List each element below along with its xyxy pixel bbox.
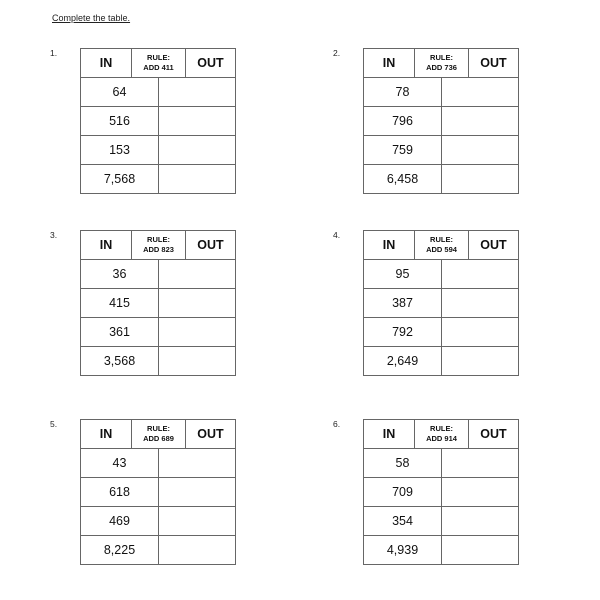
problem-6 [333,419,573,569]
rule-header [131,420,186,448]
rule-header [414,231,469,259]
problem-number: 6. [333,419,341,429]
out-header: OUT [197,427,224,441]
rule-label: RULE: [430,235,453,244]
in-value: 361 [81,318,159,346]
problem-number: 5. [50,419,58,429]
rule-header [131,231,186,259]
table-header-row [81,420,235,448]
table-header-row [81,231,235,259]
rule-value: ADD 594 [426,245,457,254]
in-value: 8,225 [81,536,159,564]
rule-value: ADD 411 [143,63,174,72]
problem-3 [50,230,290,380]
table-header-row [364,49,518,77]
in-value: 43 [81,449,159,477]
table-row [81,346,235,375]
table-row [81,506,235,535]
problem-number: 1. [50,48,58,58]
out-answer-cell[interactable] [442,478,518,506]
rule-value: ADD 823 [143,245,174,254]
table-row [364,317,518,346]
in-value: 153 [81,136,159,164]
in-header: IN [382,427,396,441]
table-row [364,135,518,164]
in-value: 95 [364,260,442,288]
table-row [81,77,235,106]
in-value: 7,568 [81,165,159,193]
in-value: 64 [81,78,159,106]
out-answer-cell[interactable] [442,347,518,375]
table-header-row [81,49,235,77]
out-answer-cell[interactable] [442,289,518,317]
worksheet-instructions: Complete the table. [52,13,131,23]
in-value: 387 [364,289,442,317]
table-row [81,535,235,564]
table-row [81,317,235,346]
out-header: OUT [480,56,507,70]
in-value: 618 [81,478,159,506]
table-row [364,288,518,317]
out-answer-cell[interactable] [159,449,235,477]
out-answer-cell[interactable] [159,165,235,193]
out-answer-cell[interactable] [442,449,518,477]
out-answer-cell[interactable] [442,318,518,346]
table-row [81,135,235,164]
problem-2 [333,48,573,198]
problem-number: 2. [333,48,341,58]
rule-label: RULE: [147,424,170,433]
table-header-row [364,231,518,259]
problem-4 [333,230,573,380]
in-header: IN [99,427,113,441]
rule-header [131,49,186,77]
in-value: 796 [364,107,442,135]
function-table [80,230,236,376]
problem-1 [50,48,290,198]
rule-value: ADD 736 [426,63,457,72]
problem-number: 3. [50,230,58,240]
rule-label: RULE: [147,53,170,62]
rule-value: ADD 914 [426,434,457,443]
table-header-row [364,420,518,448]
table-row [81,259,235,288]
out-header: OUT [197,238,224,252]
out-answer-cell[interactable] [159,536,235,564]
out-answer-cell[interactable] [159,347,235,375]
out-answer-cell[interactable] [159,507,235,535]
rule-label: RULE: [430,53,453,62]
out-answer-cell[interactable] [442,136,518,164]
in-header: IN [382,56,396,70]
table-row [364,448,518,477]
in-header: IN [99,56,113,70]
function-table [363,48,519,194]
rule-label: RULE: [147,235,170,244]
in-value: 759 [364,136,442,164]
out-answer-cell[interactable] [159,289,235,317]
out-answer-cell[interactable] [159,136,235,164]
out-answer-cell[interactable] [442,260,518,288]
out-answer-cell[interactable] [442,78,518,106]
out-header: OUT [480,238,507,252]
function-table [363,419,519,565]
out-header: OUT [480,427,507,441]
out-answer-cell[interactable] [159,107,235,135]
in-value: 469 [81,507,159,535]
out-answer-cell[interactable] [159,78,235,106]
rule-header [414,49,469,77]
table-row [81,106,235,135]
in-value: 4,939 [364,536,442,564]
table-row [364,535,518,564]
out-answer-cell[interactable] [442,507,518,535]
rule-value: ADD 689 [143,434,174,443]
table-row [81,448,235,477]
in-value: 516 [81,107,159,135]
table-row [364,164,518,193]
table-row [364,346,518,375]
out-header: OUT [197,56,224,70]
table-row [364,477,518,506]
out-answer-cell[interactable] [442,536,518,564]
table-row [81,164,235,193]
table-row [364,506,518,535]
function-table [363,230,519,376]
in-value: 78 [364,78,442,106]
in-value: 354 [364,507,442,535]
function-table [80,419,236,565]
function-table [80,48,236,194]
in-value: 3,568 [81,347,159,375]
out-answer-cell[interactable] [159,478,235,506]
in-header: IN [382,238,396,252]
table-row [364,77,518,106]
out-answer-cell[interactable] [442,165,518,193]
out-answer-cell[interactable] [159,318,235,346]
table-row [81,288,235,317]
out-answer-cell[interactable] [442,107,518,135]
in-value: 6,458 [364,165,442,193]
table-row [364,259,518,288]
in-header: IN [99,238,113,252]
in-value: 58 [364,449,442,477]
in-value: 36 [81,260,159,288]
out-answer-cell[interactable] [159,260,235,288]
rule-header [414,420,469,448]
problem-number: 4. [333,230,341,240]
in-value: 415 [81,289,159,317]
in-value: 709 [364,478,442,506]
problem-5 [50,419,290,569]
table-row [364,106,518,135]
in-value: 792 [364,318,442,346]
rule-label: RULE: [430,424,453,433]
table-row [81,477,235,506]
in-value: 2,649 [364,347,442,375]
